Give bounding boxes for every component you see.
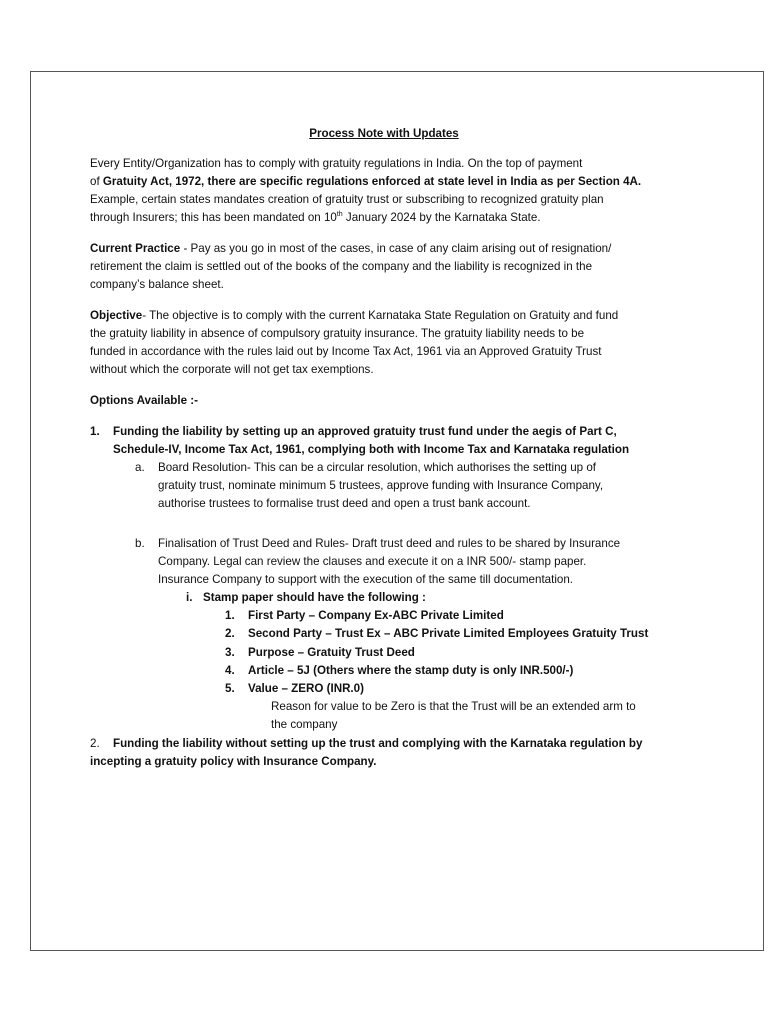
stamp-item-2-text: Second Party – Trust Ex – ABC Private Limited Employees Gratuity Trust: [248, 627, 649, 640]
intro-line-2-prefix: of: [90, 175, 103, 188]
current-practice-label: Current Practice: [90, 242, 181, 255]
option-1b-mark: b.: [135, 537, 145, 550]
option-2-line-1: Funding the liability without setting up the trust and complying with the Karnataka regulation by: [113, 737, 643, 750]
stamp-item-3-number: 3.: [225, 646, 235, 659]
intro-line-3: Example, certain states mandates creation of gratuity trust or subscribing to recognized gratuity plan: [90, 193, 604, 206]
stamp-item-1-text: First Party – Company Ex-ABC Private Limited: [248, 609, 504, 622]
option-1b-line-2: Company. Legal can review the clauses and execute it on a INR 500/- stamp paper.: [158, 555, 587, 568]
intro-line-4-suffix: January 2024 by the Karnataka State.: [342, 211, 541, 224]
reason-line-2: the company: [271, 718, 338, 731]
option-1a-mark: a.: [135, 461, 145, 474]
objective-text: - The objective is to comply with the current Karnataka State Regulation on Gratuity and fund: [142, 309, 619, 322]
intro-line-1: Every Entity/Organization has to comply with gratuity regulations in India. On the top of payment: [90, 157, 583, 170]
objective-line-3: funded in accordance with the rules laid out by Income Tax Act, 1961 via an Approved Gratuity Trust: [90, 345, 602, 358]
stamp-item-4-text: Article – 5J (Others where the stamp duty is only INR.500/-): [248, 664, 574, 677]
current-practice-line-1: [90, 240, 611, 258]
stamp-item-5-text: Value – ZERO (INR.0): [248, 682, 364, 695]
stamp-item-1-number: 1.: [225, 609, 235, 622]
objective-line-2: the gratuity liability in absence of compulsory gratuity insurance. The gratuity liability needs to be: [90, 327, 585, 340]
option-1a-line-2: gratuity trust, nominate minimum 5 trustees, approve funding with Insurance Company,: [158, 479, 604, 492]
intro-line-4: [90, 209, 541, 227]
current-practice-line-3: company’s balance sheet.: [90, 278, 224, 291]
option-1a-line-1: Board Resolution- This can be a circular resolution, which authorises the setting up of: [158, 461, 597, 474]
option-1-number: 1.: [90, 425, 100, 438]
option-1b-i-text: Stamp paper should have the following :: [203, 591, 426, 604]
option-1b-line-1: Finalisation of Trust Deed and Rules- Draft trust deed and rules to be shared by Insurance: [158, 537, 621, 550]
option-1b-line-3: Insurance Company to support with the execution of the same till documentation.: [158, 573, 574, 586]
reason-line-1: Reason for value to be Zero is that the Trust will be an extended arm to: [271, 700, 636, 713]
stamp-item-2-number: 2.: [225, 627, 235, 640]
intro-line-2: [90, 173, 641, 191]
current-practice-text: - Pay as you go in most of the cases, in case of any claim arising out of resignation/: [180, 242, 612, 255]
option-2-number: 2.: [90, 737, 100, 750]
intro-line-4-prefix: through Insurers; this has been mandated on 10: [90, 211, 337, 224]
objective-line-4: without which the corporate will not get tax exemptions.: [90, 363, 374, 376]
stamp-item-3-text: Purpose – Gratuity Trust Deed: [248, 646, 415, 659]
option-1-line-1: Funding the liability by setting up an approved gratuity trust fund under the aegis of Part C,: [113, 425, 617, 438]
stamp-item-4-number: 4.: [225, 664, 235, 677]
current-practice-line-2: retirement the claim is settled out of the books of the company and the liability is recognized in the: [90, 260, 593, 273]
option-1b-i-mark: i.: [186, 591, 193, 604]
options-heading: Options Available :-: [90, 394, 199, 407]
option-2-line-2: incepting a gratuity policy with Insurance Company.: [90, 755, 377, 768]
intro-line-4-sup: th: [336, 211, 343, 218]
option-1a-line-3: authorise trustees to formalise trust deed and open a trust bank account.: [158, 497, 531, 510]
option-1-line-2: Schedule-IV, Income Tax Act, 1961, complying both with Income Tax and Karnataka regulation: [113, 443, 630, 456]
intro-line-2-bold: Gratuity Act, 1972, there are specific regulations enforced at state level in India as per Section 4A.: [102, 175, 642, 188]
objective-label: Objective: [90, 309, 143, 322]
stamp-item-5-number: 5.: [225, 682, 235, 695]
document-title: Process Note with Updates: [309, 127, 459, 140]
objective-line-1: [90, 307, 618, 325]
